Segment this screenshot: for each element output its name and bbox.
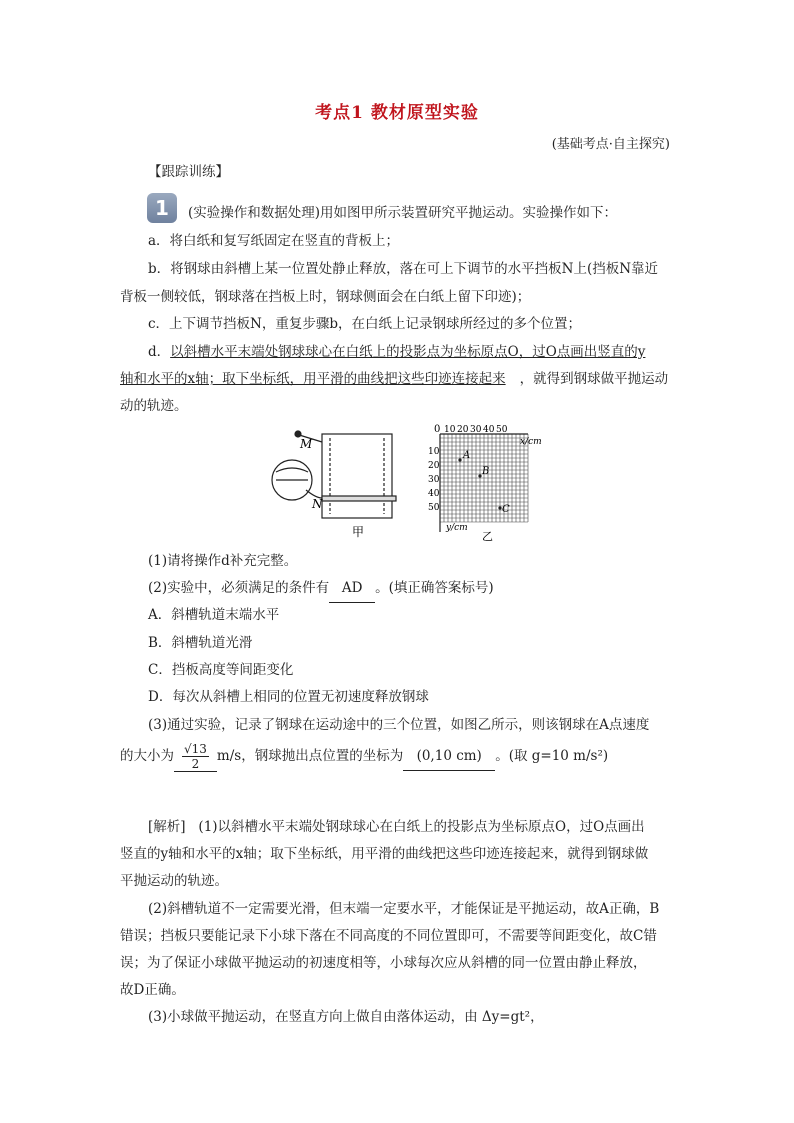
step-d-prefix: d． [148,344,171,360]
label-yi: 乙 [482,530,493,543]
baffle-n [322,496,396,501]
analysis-p1-line2: 竖直的y轴和水平的x轴；取下坐标纸，用平滑的曲线把这些印迹连接起来，就得到钢球做 [120,846,649,862]
analysis-p3-line1: (3)小球做平抛运动，在竖直方向上做自由落体运动，由 Δy=gt²， [148,1009,544,1025]
x-tick-40: 40 [483,425,495,435]
page-subtitle: (基础考点·自主探究) [551,137,670,152]
x-tick-10: 10 [444,425,456,435]
q3-frac-num: √13 [184,742,207,756]
grid-figure-yi [420,420,550,546]
q3-unit: m/s，钢球抛出点位置的坐标为 [216,748,404,764]
section-label: 【跟踪训练】 [148,164,229,180]
x-tick-50: 50 [496,425,508,435]
analysis-label: [解析] [148,819,186,835]
y-axis-label: y/cm [446,523,468,533]
step-d-answer-line1: 以斜槽水平末端处钢球球心在白纸上的投影点为坐标原点O，过O点画出竖直的y [170,344,646,360]
apparatus-figure-jia [268,424,408,548]
analysis-p1-line1 [148,814,668,841]
q3-line1: (3)通过实验，记录了钢球在运动途中的三个位置，如图乙所示，则该钢球在A点速度 [148,717,650,733]
label-n: N [312,497,323,511]
analysis-p1-line3: 平抛运动的轨迹。 [120,873,228,889]
x-tick-30: 30 [470,425,482,435]
analysis-p2-line4: 故D正确。 [120,982,185,998]
option-b: B．斜槽轨道光滑 [148,635,253,651]
q3-answer-fraction [182,742,209,771]
step-b-line1: b．将钢球由斜槽上某一位置处静止释放，落在可上下调节的水平挡板N上(挡板N靠近 [148,261,659,277]
analysis-p2-line3: 误；为了保证小球做平抛运动的初速度相等，小球每次应从斜槽的同一位置由静止释放， [120,955,647,971]
q3-prefix: 的大小为 [120,748,174,764]
step-d-suffix: ，就得到钢球做平抛运动 [519,371,669,387]
origin-label: 0 [434,424,441,435]
x-axis-label: x/cm [520,437,542,447]
q3-suffix: 。(取 g=10 m/s²) [495,748,609,764]
y-tick-30: 30 [428,475,440,485]
y-tick-40: 40 [428,489,440,499]
step-a: a．将白纸和复写纸固定在竖直的背板上； [148,233,400,249]
analysis-p2-line1: (2)斜槽轨道不一定需要光滑，但末端一定要水平，才能保证是平抛运动，故A正确，B [148,901,660,917]
option-c: C．挡板高度等间距变化 [148,662,294,678]
step-d-end: 动的轨迹。 [120,398,188,414]
x-tick-20: 20 [457,425,469,435]
q3-coord-answer: (0,10 cm) [403,743,495,771]
step-c: c．上下调节挡板N，重复步骤b，在白纸上记录钢球所经过的多个位置； [148,316,582,332]
question-intro: (实验操作和数据处理)用如图甲所示装置研究平抛运动。实验操作如下： [188,205,618,221]
step-d-line2 [120,366,680,393]
option-a: A．斜槽轨道末端水平 [148,607,280,623]
point-c-label: C [502,504,510,515]
question-number-badge: 1 [147,193,177,223]
step-d-line1 [148,339,678,366]
back-board [322,434,392,518]
step-d-answer-line2: 轴和水平的x轴；取下坐标纸，用平滑的曲线把这些印迹连接起来 [120,371,506,387]
q2-answer: AD [329,575,375,603]
option-d: D．每次从斜槽上相同的位置无初速度释放钢球 [148,689,429,705]
point-a [458,458,461,461]
q1: (1)请将操作d补充完整。 [148,553,298,569]
point-b-label: B [482,466,490,477]
q2-suffix: 。(填正确答案标号) [375,580,494,596]
point-a-label: A [463,450,471,461]
step-b-line2: 背板一侧较低，钢球落在挡板上时，钢球侧面会在白纸上留下印迹)； [120,289,531,305]
q2 [148,575,668,603]
analysis-p2-line2: 错误；挡板只要能记录下小球下落在不同高度的不同位置即可，不需要等间距变化，故C错 [120,928,657,944]
label-m: M [300,437,313,451]
q2-prefix: (2)实验中，必须满足的条件有 [148,580,330,596]
y-tick-50: 50 [428,503,440,513]
page-title: 考点1 教材原型实验 [315,103,479,123]
label-jia: 甲 [352,525,365,539]
y-tick-10: 10 [428,447,440,457]
q3-frac-den: 2 [191,757,200,771]
analysis-p1-text: (1)以斜槽水平末端处钢球球心在白纸上的投影点为坐标原点O，过O点画出 [198,819,645,835]
q3-line2 [120,742,680,772]
y-tick-20: 20 [428,461,440,471]
